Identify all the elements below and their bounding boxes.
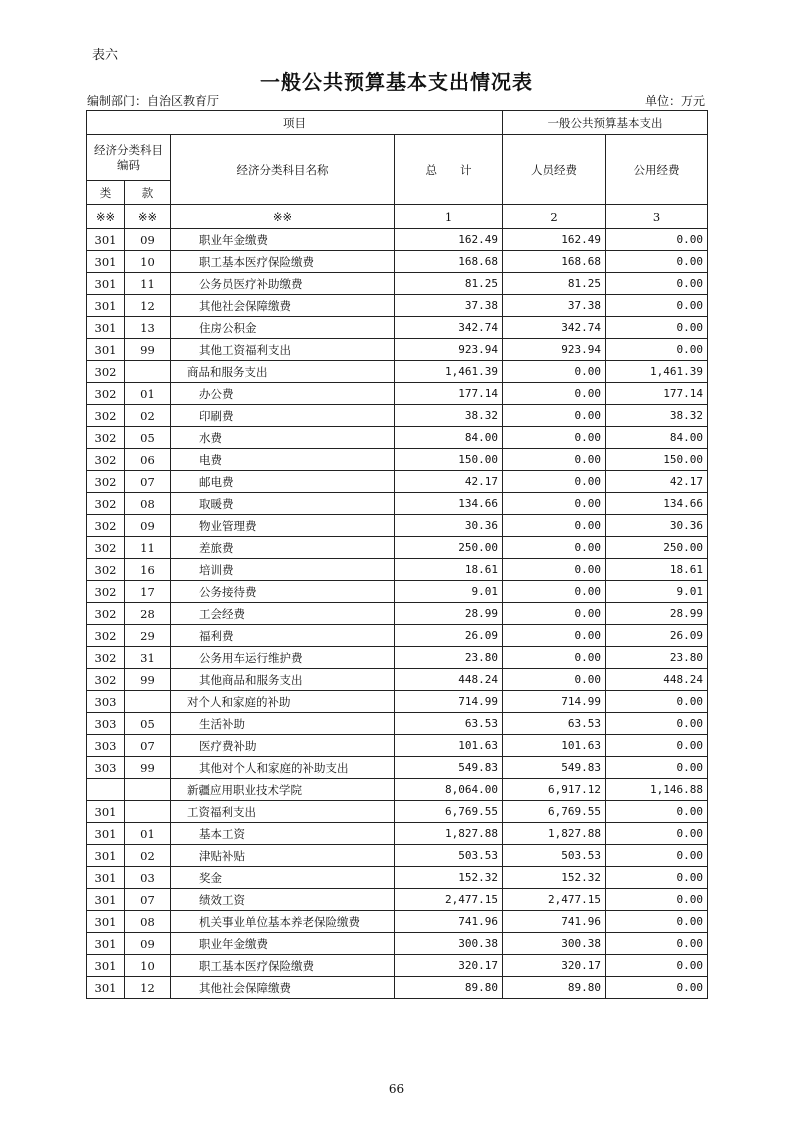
cell-lei: 302 <box>87 383 125 405</box>
cell-kuan: 12 <box>125 977 171 999</box>
cell-public: 0.00 <box>606 977 708 999</box>
cell-personnel: 0.00 <box>503 361 606 383</box>
table-row <box>87 493 708 515</box>
cell-lei: 302 <box>87 449 125 471</box>
table-row <box>87 647 708 669</box>
cell-public: 23.80 <box>606 647 708 669</box>
cell-public: 0.00 <box>606 295 708 317</box>
cell-kuan: 31 <box>125 647 171 669</box>
cell-name: 绩效工资 <box>171 889 395 911</box>
table-row <box>87 669 708 691</box>
cell-total: 714.99 <box>395 691 503 713</box>
header-total: 总 计 <box>395 135 503 205</box>
table-row <box>87 581 708 603</box>
cell-kuan: 01 <box>125 383 171 405</box>
cell-kuan: 02 <box>125 405 171 427</box>
cell-total: 30.36 <box>395 515 503 537</box>
cell-total: 150.00 <box>395 449 503 471</box>
cell-name: 物业管理费 <box>171 515 395 537</box>
cell-public: 0.00 <box>606 339 708 361</box>
cell-public: 0.00 <box>606 251 708 273</box>
cell-lei: 302 <box>87 647 125 669</box>
table-row <box>87 537 708 559</box>
table-row <box>87 845 708 867</box>
cell-kuan: 99 <box>125 757 171 779</box>
cell-lei: 302 <box>87 493 125 515</box>
cell-lei: 302 <box>87 515 125 537</box>
cell-name: 水费 <box>171 427 395 449</box>
cell-personnel: 0.00 <box>503 603 606 625</box>
cell-total: 2,477.15 <box>395 889 503 911</box>
cell-name: 机关事业单位基本养老保险缴费 <box>171 911 395 933</box>
table-row <box>87 911 708 933</box>
page-number: 66 <box>388 1082 405 1096</box>
cell-public: 0.00 <box>606 317 708 339</box>
cell-name: 印刷费 <box>171 405 395 427</box>
cell-lei: 301 <box>87 955 125 977</box>
cell-name: 对个人和家庭的补助 <box>171 691 395 713</box>
cell-public: 0.00 <box>606 713 708 735</box>
cell-name: 商品和服务支出 <box>171 361 395 383</box>
header-code: 经济分类科目编码 <box>87 135 171 181</box>
cell-name: 电费 <box>171 449 395 471</box>
cell-name: 公务用车运行维护费 <box>171 647 395 669</box>
cell-personnel: 0.00 <box>503 405 606 427</box>
cell-personnel: 0.00 <box>503 537 606 559</box>
cell-kuan: 10 <box>125 251 171 273</box>
cell-public: 0.00 <box>606 735 708 757</box>
cell-total: 300.38 <box>395 933 503 955</box>
cell-personnel: 6,769.55 <box>503 801 606 823</box>
cell-lei: 302 <box>87 361 125 383</box>
cell-total: 250.00 <box>395 537 503 559</box>
cell-lei: 301 <box>87 229 125 251</box>
budget-table <box>86 110 708 999</box>
table-row <box>87 471 708 493</box>
header-personnel: 人员经费 <box>503 135 606 205</box>
cell-public: 30.36 <box>606 515 708 537</box>
cell-public: 0.00 <box>606 229 708 251</box>
cell-name: 其他工资福利支出 <box>171 339 395 361</box>
cell-lei: 301 <box>87 295 125 317</box>
cell-name: 公务员医疗补助缴费 <box>171 273 395 295</box>
table-row <box>87 713 708 735</box>
cell-lei: 301 <box>87 801 125 823</box>
cell-total: 81.25 <box>395 273 503 295</box>
cell-public: 28.99 <box>606 603 708 625</box>
cell-lei: 301 <box>87 339 125 361</box>
cell-public: 0.00 <box>606 823 708 845</box>
cell-total: 37.38 <box>395 295 503 317</box>
cell-lei: 303 <box>87 735 125 757</box>
cell-personnel: 342.74 <box>503 317 606 339</box>
table-number: 表六 <box>92 48 119 63</box>
cell-kuan: 11 <box>125 273 171 295</box>
cell-kuan <box>125 361 171 383</box>
cell-name: 医疗费补助 <box>171 735 395 757</box>
table-row <box>87 801 708 823</box>
cell-personnel: 0.00 <box>503 669 606 691</box>
department-label: 编制部门：自治区教育厅 <box>87 94 220 108</box>
cell-name: 差旅费 <box>171 537 395 559</box>
cell-personnel: 0.00 <box>503 427 606 449</box>
cell-total: 42.17 <box>395 471 503 493</box>
cell-lei: 301 <box>87 845 125 867</box>
cell-name: 基本工资 <box>171 823 395 845</box>
cell-kuan: 09 <box>125 515 171 537</box>
cell-public: 0.00 <box>606 845 708 867</box>
table-row <box>87 361 708 383</box>
cell-kuan: 29 <box>125 625 171 647</box>
cell-kuan: 99 <box>125 339 171 361</box>
cell-public: 9.01 <box>606 581 708 603</box>
cell-personnel: 101.63 <box>503 735 606 757</box>
cell-personnel: 6,917.12 <box>503 779 606 801</box>
cell-kuan: 09 <box>125 933 171 955</box>
cell-name: 其他社会保障缴费 <box>171 977 395 999</box>
cell-lei: 301 <box>87 911 125 933</box>
cell-personnel: 162.49 <box>503 229 606 251</box>
cell-total: 448.24 <box>395 669 503 691</box>
cell-total: 28.99 <box>395 603 503 625</box>
cell-name: 新疆应用职业技术学院 <box>171 779 395 801</box>
cell-kuan: 28 <box>125 603 171 625</box>
cell-name: 其他社会保障缴费 <box>171 295 395 317</box>
cell-kuan <box>125 801 171 823</box>
cell-personnel: 0.00 <box>503 515 606 537</box>
cell-total: 342.74 <box>395 317 503 339</box>
cell-total: 549.83 <box>395 757 503 779</box>
col-index-2: 2 <box>503 205 606 229</box>
cell-kuan: 11 <box>125 537 171 559</box>
table-row <box>87 295 708 317</box>
cell-name: 其他商品和服务支出 <box>171 669 395 691</box>
cell-lei: 302 <box>87 603 125 625</box>
page-title: 一般公共预算基本支出情况表 <box>260 70 533 94</box>
col-index-1: 1 <box>395 205 503 229</box>
cell-public: 1,146.88 <box>606 779 708 801</box>
cell-public: 18.61 <box>606 559 708 581</box>
cell-public: 84.00 <box>606 427 708 449</box>
cell-total: 6,769.55 <box>395 801 503 823</box>
cell-personnel: 0.00 <box>503 559 606 581</box>
cell-lei: 302 <box>87 625 125 647</box>
cell-lei: 302 <box>87 405 125 427</box>
cell-personnel: 152.32 <box>503 867 606 889</box>
header-kuan: 款 <box>125 181 171 205</box>
cell-name: 培训费 <box>171 559 395 581</box>
cell-name: 住房公积金 <box>171 317 395 339</box>
cell-name: 职业年金缴费 <box>171 933 395 955</box>
cell-personnel: 0.00 <box>503 471 606 493</box>
table-row <box>87 339 708 361</box>
cell-kuan: 02 <box>125 845 171 867</box>
cell-public: 177.14 <box>606 383 708 405</box>
cell-total: 923.94 <box>395 339 503 361</box>
col-index-3: 3 <box>606 205 708 229</box>
cell-kuan: 07 <box>125 889 171 911</box>
table-row <box>87 691 708 713</box>
cell-kuan: 99 <box>125 669 171 691</box>
cell-personnel: 320.17 <box>503 955 606 977</box>
cell-personnel: 0.00 <box>503 581 606 603</box>
cell-public: 448.24 <box>606 669 708 691</box>
cell-public: 1,461.39 <box>606 361 708 383</box>
cell-public: 0.00 <box>606 933 708 955</box>
cell-personnel: 81.25 <box>503 273 606 295</box>
cell-name: 津贴补贴 <box>171 845 395 867</box>
cell-total: 152.32 <box>395 867 503 889</box>
cell-lei: 303 <box>87 757 125 779</box>
cell-total: 134.66 <box>395 493 503 515</box>
cell-total: 18.61 <box>395 559 503 581</box>
cell-lei: 301 <box>87 273 125 295</box>
header-budget: 一般公共预算基本支出 <box>503 111 708 135</box>
cell-personnel: 0.00 <box>503 493 606 515</box>
cell-total: 63.53 <box>395 713 503 735</box>
cell-kuan <box>125 779 171 801</box>
cell-public: 0.00 <box>606 801 708 823</box>
table-row <box>87 405 708 427</box>
mark-name: ※※ <box>171 205 395 229</box>
cell-public: 0.00 <box>606 757 708 779</box>
cell-total: 84.00 <box>395 427 503 449</box>
cell-name: 取暖费 <box>171 493 395 515</box>
cell-total: 1,461.39 <box>395 361 503 383</box>
cell-lei: 302 <box>87 471 125 493</box>
table-row <box>87 317 708 339</box>
cell-name: 邮电费 <box>171 471 395 493</box>
header-project: 项目 <box>87 111 503 135</box>
table-row <box>87 625 708 647</box>
table-row <box>87 757 708 779</box>
table-row <box>87 273 708 295</box>
table-row <box>87 955 708 977</box>
header-name: 经济分类科目名称 <box>171 135 395 205</box>
cell-name: 生活补助 <box>171 713 395 735</box>
cell-lei: 302 <box>87 537 125 559</box>
cell-personnel: 168.68 <box>503 251 606 273</box>
cell-lei: 303 <box>87 713 125 735</box>
cell-personnel: 0.00 <box>503 625 606 647</box>
table-row <box>87 977 708 999</box>
table-row <box>87 515 708 537</box>
cell-name: 职工基本医疗保险缴费 <box>171 251 395 273</box>
cell-kuan: 08 <box>125 911 171 933</box>
cell-lei: 301 <box>87 977 125 999</box>
cell-kuan: 05 <box>125 713 171 735</box>
cell-lei: 301 <box>87 889 125 911</box>
cell-personnel: 0.00 <box>503 383 606 405</box>
table-row <box>87 867 708 889</box>
cell-personnel: 63.53 <box>503 713 606 735</box>
cell-total: 741.96 <box>395 911 503 933</box>
cell-lei: 301 <box>87 823 125 845</box>
cell-public: 250.00 <box>606 537 708 559</box>
cell-lei: 301 <box>87 867 125 889</box>
table-row <box>87 889 708 911</box>
table-row <box>87 427 708 449</box>
cell-lei: 303 <box>87 691 125 713</box>
cell-kuan: 16 <box>125 559 171 581</box>
cell-total: 162.49 <box>395 229 503 251</box>
cell-lei: 302 <box>87 559 125 581</box>
cell-kuan: 10 <box>125 955 171 977</box>
cell-total: 89.80 <box>395 977 503 999</box>
cell-personnel: 300.38 <box>503 933 606 955</box>
cell-kuan: 17 <box>125 581 171 603</box>
table-row <box>87 823 708 845</box>
cell-personnel: 2,477.15 <box>503 889 606 911</box>
table-row <box>87 229 708 251</box>
cell-personnel: 0.00 <box>503 647 606 669</box>
cell-kuan: 01 <box>125 823 171 845</box>
cell-kuan: 07 <box>125 735 171 757</box>
cell-name: 公务接待费 <box>171 581 395 603</box>
cell-total: 9.01 <box>395 581 503 603</box>
cell-lei: 302 <box>87 427 125 449</box>
cell-name: 办公费 <box>171 383 395 405</box>
cell-total: 177.14 <box>395 383 503 405</box>
cell-public: 0.00 <box>606 691 708 713</box>
cell-kuan: 05 <box>125 427 171 449</box>
cell-total: 8,064.00 <box>395 779 503 801</box>
table-row <box>87 735 708 757</box>
cell-name: 工资福利支出 <box>171 801 395 823</box>
cell-kuan: 13 <box>125 317 171 339</box>
table-row <box>87 559 708 581</box>
cell-kuan: 08 <box>125 493 171 515</box>
cell-lei: 301 <box>87 933 125 955</box>
cell-name: 其他对个人和家庭的补助支出 <box>171 757 395 779</box>
cell-name: 奖金 <box>171 867 395 889</box>
cell-total: 38.32 <box>395 405 503 427</box>
cell-lei: 301 <box>87 317 125 339</box>
cell-total: 168.68 <box>395 251 503 273</box>
table-row <box>87 383 708 405</box>
cell-kuan: 06 <box>125 449 171 471</box>
table-row <box>87 933 708 955</box>
cell-total: 503.53 <box>395 845 503 867</box>
cell-personnel: 1,827.88 <box>503 823 606 845</box>
cell-personnel: 741.96 <box>503 911 606 933</box>
cell-kuan: 09 <box>125 229 171 251</box>
mark-lei: ※※ <box>87 205 125 229</box>
cell-public: 134.66 <box>606 493 708 515</box>
cell-public: 0.00 <box>606 911 708 933</box>
cell-personnel: 549.83 <box>503 757 606 779</box>
cell-public: 0.00 <box>606 273 708 295</box>
cell-total: 26.09 <box>395 625 503 647</box>
cell-total: 23.80 <box>395 647 503 669</box>
table-row <box>87 251 708 273</box>
cell-public: 42.17 <box>606 471 708 493</box>
cell-lei: 301 <box>87 251 125 273</box>
cell-name: 职业年金缴费 <box>171 229 395 251</box>
mark-kuan: ※※ <box>125 205 171 229</box>
cell-personnel: 503.53 <box>503 845 606 867</box>
header-lei: 类 <box>87 181 125 205</box>
header-public: 公用经费 <box>606 135 708 205</box>
cell-personnel: 0.00 <box>503 449 606 471</box>
unit-label: 单位：万元 <box>644 94 705 108</box>
cell-name: 工会经费 <box>171 603 395 625</box>
cell-personnel: 37.38 <box>503 295 606 317</box>
cell-kuan: 12 <box>125 295 171 317</box>
cell-name: 职工基本医疗保险缴费 <box>171 955 395 977</box>
table-row <box>87 779 708 801</box>
cell-public: 0.00 <box>606 955 708 977</box>
cell-personnel: 714.99 <box>503 691 606 713</box>
cell-public: 150.00 <box>606 449 708 471</box>
table-row <box>87 449 708 471</box>
cell-public: 38.32 <box>606 405 708 427</box>
cell-public: 0.00 <box>606 889 708 911</box>
cell-kuan <box>125 691 171 713</box>
cell-total: 1,827.88 <box>395 823 503 845</box>
cell-kuan: 03 <box>125 867 171 889</box>
cell-total: 320.17 <box>395 955 503 977</box>
cell-personnel: 923.94 <box>503 339 606 361</box>
cell-kuan: 07 <box>125 471 171 493</box>
cell-lei: 302 <box>87 669 125 691</box>
cell-public: 26.09 <box>606 625 708 647</box>
cell-lei: 302 <box>87 581 125 603</box>
cell-personnel: 89.80 <box>503 977 606 999</box>
cell-lei <box>87 779 125 801</box>
table-row <box>87 603 708 625</box>
cell-public: 0.00 <box>606 867 708 889</box>
cell-name: 福利费 <box>171 625 395 647</box>
cell-total: 101.63 <box>395 735 503 757</box>
